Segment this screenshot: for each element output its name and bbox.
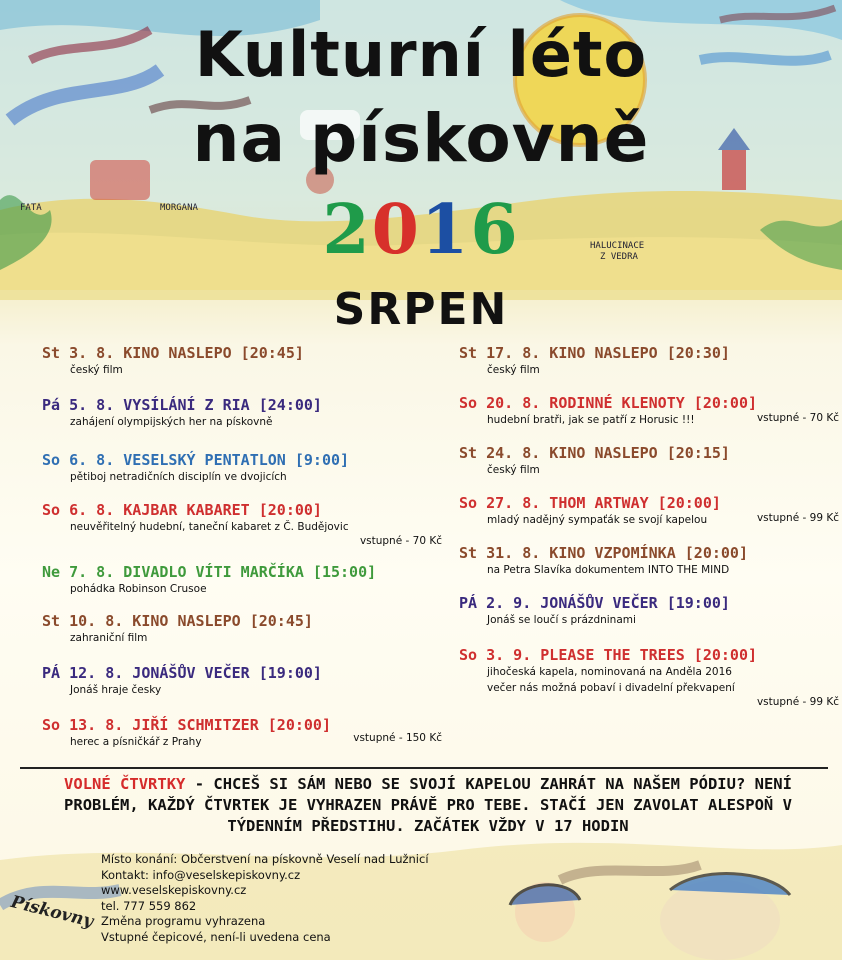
- event-item: [42, 396, 442, 430]
- event-item: [42, 664, 442, 698]
- event-description: Jonáš se loučí s prázdninami: [487, 614, 636, 626]
- event-description: zahájení olympijských her na pískovně: [70, 416, 273, 428]
- event-heading: St 17. 8. KINO NASLEPO [20:30]: [459, 344, 730, 362]
- event-item: [459, 594, 839, 628]
- year-digit-4: 6: [470, 190, 520, 270]
- event-item: [459, 646, 839, 708]
- contact-email: Kontakt: info@veselskepiskovny.cz: [101, 867, 301, 882]
- event-description: český film: [70, 364, 123, 376]
- event-heading: So 3. 9. PLEASE THE TREES [20:00]: [459, 646, 758, 664]
- contact-entry-note: Vstupné čepicové, není-li uvedena cena: [101, 929, 331, 944]
- event-price: vstupné - 70 Kč: [756, 412, 839, 424]
- event-description: pohádka Robinson Crusoe: [70, 583, 207, 595]
- poster-title-line2: na pískovně: [192, 100, 650, 177]
- event-item: [459, 544, 839, 578]
- contact-venue: Místo konání: Občerstvení na pískovně Veselí nad Lužnicí: [101, 852, 429, 866]
- event-heading: Pá 5. 8. VYSÍLÁNÍ Z RIA [24:00]: [42, 396, 322, 414]
- event-item: [459, 394, 839, 428]
- event-item: [459, 494, 839, 528]
- event-price: vstupné - 150 Kč: [353, 732, 442, 744]
- event-item: [459, 344, 839, 378]
- event-description: hudební bratři, jak se patří z Horusic !!!: [487, 414, 695, 426]
- event-description: Jonáš hraje česky: [70, 684, 162, 696]
- event-price: vstupné - 99 Kč: [756, 696, 839, 708]
- month-heading: SRPEN: [333, 284, 509, 335]
- contact-phone: tel. 777 559 862: [101, 898, 197, 913]
- event-heading: Ne 7. 8. DIVADLO VÍTI MARČÍKA [15:00]: [42, 563, 377, 581]
- event-description: český film: [487, 364, 540, 376]
- poster-title-line1: Kulturní léto: [194, 18, 648, 91]
- open-thursdays-notice: [48, 774, 808, 837]
- event-heading: So 13. 8. JIŘÍ SCHMITZER [20:00]: [42, 716, 331, 734]
- year-digit-2: 0: [371, 190, 421, 270]
- year-digit-1: 2: [322, 190, 372, 270]
- event-heading: St 10. 8. KINO NASLEPO [20:45]: [42, 612, 313, 630]
- open-thursdays-text: - CHCEŠ SI SÁM NEBO SE SVOJÍ KAPELOU ZAHRÁT NA NAŠEM PÓDIU? NENÍ PROBLÉM, KAŽDÝ ČTVRTEK JE VYHRAZEN PRÁVĚ PRO TEBE. STAČÍ JEN ZAVOLAT ALESPOŇ V TÝDENNÍM PŘEDSTIHU. ZAČÁTEK VŽDY V 17 HODIN: [64, 775, 792, 835]
- event-heading: St 31. 8. KINO VZPOMÍNKA [20:00]: [459, 544, 748, 562]
- event-item: [42, 344, 442, 378]
- event-description: na Petra Slavíka dokumentem INTO THE MIND: [487, 564, 730, 576]
- event-description: neuvěřitelný hudební, taneční kabaret z Č. Budějovic: [70, 521, 349, 533]
- event-heading: So 6. 8. VESELSKÝ PENTATLON [9:00]: [42, 451, 350, 469]
- contact-program-note: Změna programu vyhrazena: [101, 914, 266, 928]
- event-description: zahraniční film: [70, 632, 148, 644]
- year-digit-3: 1: [421, 190, 471, 270]
- contact-info: [101, 852, 429, 945]
- event-item: [42, 563, 442, 597]
- event-heading: PÁ 12. 8. JONÁŠŮV VEČER [19:00]: [42, 664, 322, 682]
- open-thursdays-highlight: VOLNÉ ČTVRTKY: [64, 775, 186, 793]
- art-label-vedra: Z VEDRA: [600, 252, 638, 262]
- art-label-fata: FATA: [20, 203, 42, 213]
- piskovny-logo: Pískovny: [8, 892, 96, 932]
- event-description: večer nás možná pobaví i divadelní překvapení: [487, 682, 735, 694]
- event-heading: So 20. 8. RODINNÉ KLENOTY [20:00]: [459, 394, 758, 412]
- event-heading: So 27. 8. THOM ARTWAY [20:00]: [459, 494, 721, 512]
- event-description: český film: [487, 464, 540, 476]
- event-description: pětiboj netradičních disciplín ve dvojicích: [70, 471, 287, 483]
- event-item: [42, 716, 442, 750]
- poster-year: [0, 190, 842, 270]
- art-label-halucinace: HALUCINACE: [590, 241, 645, 251]
- event-item: [42, 501, 442, 547]
- event-description: mladý nadějný sympaťák se svojí kapelou: [487, 514, 708, 526]
- event-heading: St 3. 8. KINO NASLEPO [20:45]: [42, 344, 304, 362]
- event-heading: PÁ 2. 9. JONÁŠŮV VEČER [19:00]: [459, 594, 730, 612]
- event-item: [42, 612, 442, 646]
- event-item: [459, 444, 839, 478]
- divider-line: [20, 767, 828, 769]
- art-label-morgana: MORGANA: [160, 203, 198, 213]
- event-item: [42, 451, 442, 485]
- contact-website: www.veselskepiskovny.cz: [101, 883, 247, 897]
- event-heading: So 6. 8. KAJBAR KABARET [20:00]: [42, 501, 322, 519]
- event-description: jihočeská kapela, nominovaná na Anděla 2016: [487, 666, 732, 678]
- event-heading: St 24. 8. KINO NASLEPO [20:15]: [459, 444, 730, 462]
- event-description: herec a písničkář z Prahy: [70, 736, 202, 748]
- event-price: vstupné - 99 Kč: [756, 512, 839, 524]
- event-price: vstupné - 70 Kč: [359, 535, 442, 547]
